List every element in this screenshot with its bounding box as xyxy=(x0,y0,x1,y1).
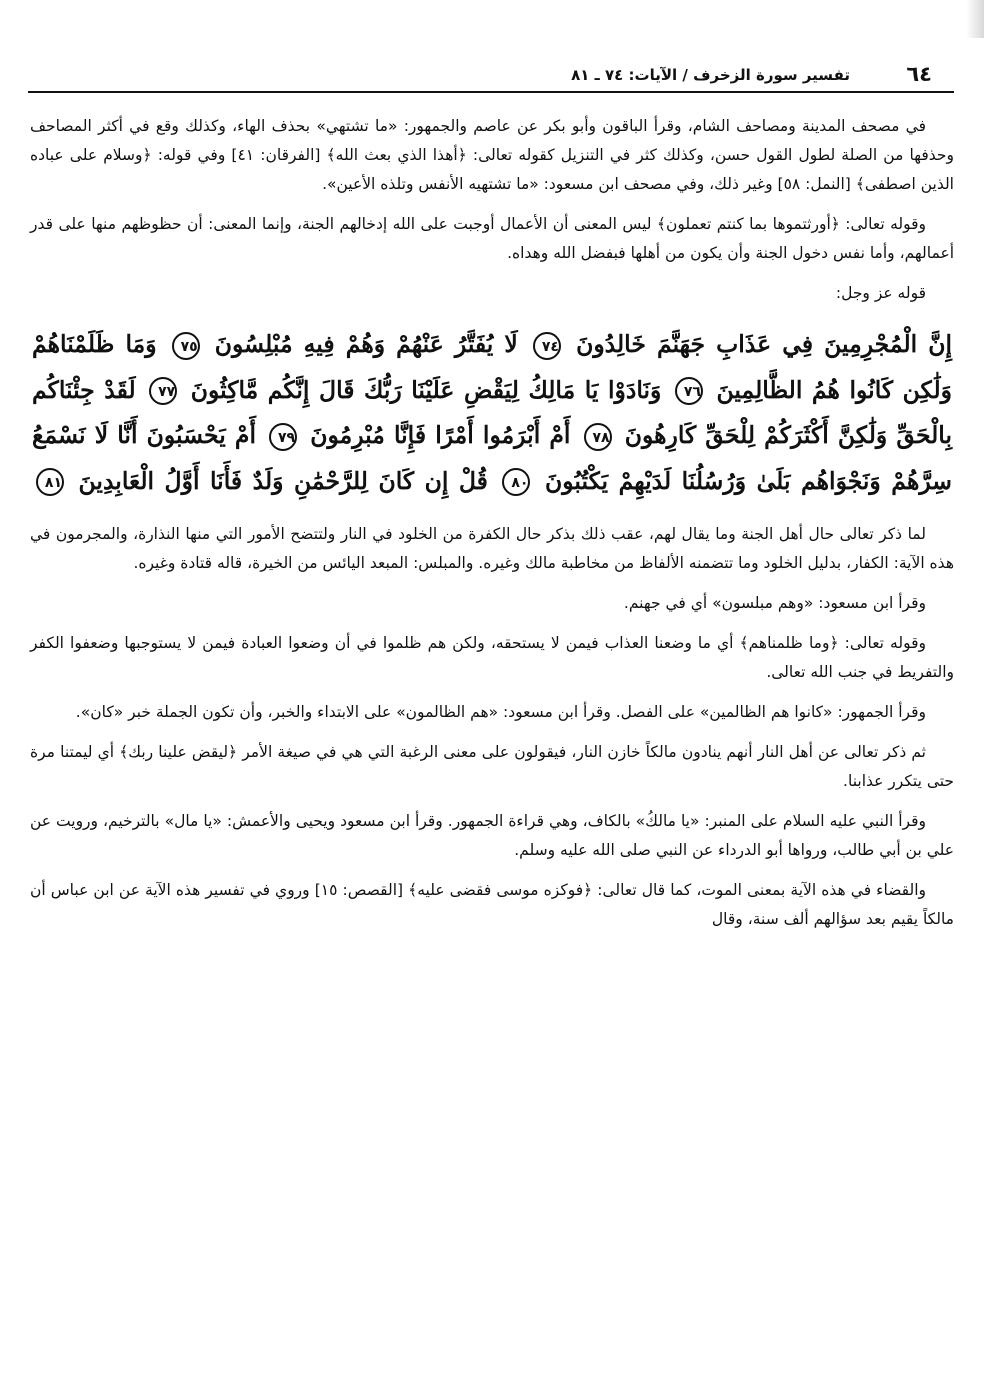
ayah-number-marker: ٧٨ xyxy=(584,423,612,451)
ayah-number-marker: ٧٥ xyxy=(172,332,200,360)
quran-text: لَا يُفَتَّرُ عَنْهُمْ وَهُمْ فِيهِ مُبْلِسُونَ xyxy=(214,330,518,358)
paragraph: وقرأ ابن مسعود: «وهم مبلسون» أي في جهنم. xyxy=(623,594,926,612)
ayah-number-marker: ٨٠ xyxy=(502,468,530,496)
quran-text: قُلْ إِن كَانَ لِلرَّحْمَٰنِ وَلَدٌ فَأَنَا أَوَّلُ الْعَابِدِينَ xyxy=(78,466,488,495)
paragraph: وقوله تعالى: ﴿وما ظلمناهم﴾ أي ما وضعنا العذاب فيمن لا يستحقه، ولكن هم ظلموا في أن وضعوا العبادة فيمن لا يستوجبها وضعفوا الكفر والتفريط في جنب الله تعالى. xyxy=(30,634,954,681)
page-number: ٦٤ xyxy=(906,62,932,86)
paragraph: ثم ذكر تعالى عن أهل النار أنهم ينادون مالكاً خازن النار، فيقولون على معنى الرغبة التي هي في صيغة الأمر ﴿ليقض علينا ربك﴾ أي ليمتنا مرة حتى يتكرر عذابنا. xyxy=(30,743,954,790)
quran-text: أَمْ يَحْسَبُونَ أَنَّا لَا نَسْمَعُ سِرَّهُمْ وَنَجْوَاهُم بَلَىٰ وَرُسُلُنَا لَدَيْهِمْ يَكْتُبُونَ xyxy=(32,421,952,495)
ayah-number-marker: ٧٧ xyxy=(149,377,177,405)
quran-text: لَقَدْ جِئْنَاكُم بِالْحَقِّ وَلَٰكِنَّ أَكْثَرَكُمْ لِلْحَقِّ كَارِهُونَ xyxy=(32,375,952,449)
quran-text: وَنَادَوْا يَا مَالِكُ لِيَقْضِ عَلَيْنَا رَبُّكَ قَالَ إِنَّكُم مَّاكِثُونَ xyxy=(190,375,662,404)
ayah-number-marker: ٧٦ xyxy=(675,377,703,405)
quran-text: وَمَا ظَلَمْنَاهُمْ وَلَٰكِن كَانُوا هُمُ الظَّالِمِينَ xyxy=(32,330,952,404)
page-body xyxy=(30,112,954,945)
ayah-number-marker: ٨١ xyxy=(36,468,64,496)
paragraph: في مصحف المدينة ومصاحف الشام، وقرأ الباقون وأبو بكر عن عاصم والجمهور: «ما تشتهي» بحذف الهاء، وكذلك وقع في أكثر المصاحف وحذفها من الصلة لطول القول حسن، وكذلك كثر في التنزيل كقوله تعالى: ﴿أهذا الذي بعث الله﴾ [الفرقان: ٤١] وفي قوله: ﴿وسلام على عباده الذين اصطفى﴾ [النمل: ٥٨] وغير ذلك، وفي مصحف ابن مسعود: «ما تشتهيه الأنفس وتلذه الأعين». xyxy=(30,117,954,193)
quran-verses-block xyxy=(30,322,954,504)
running-header xyxy=(28,56,954,96)
scan-edge-shadow xyxy=(966,0,984,38)
paragraph: وقرأ الجمهور: «كانوا هم الظالمين» على الفصل. وقرأ ابن مسعود: «هم الظالمون» على الابتداء والخبر، وأن تكون الجملة خبر «كان». xyxy=(75,703,926,721)
ayah-number-marker: ٧٤ xyxy=(533,332,561,360)
header-rule xyxy=(28,91,954,93)
quran-text: إِنَّ الْمُجْرِمِينَ فِي عَذَابِ جَهَنَّمَ خَالِدُونَ xyxy=(576,330,953,358)
running-title: تفسير سورة الزخرف / الآيات: ٧٤ ـ ٨١ xyxy=(571,66,850,84)
paragraph: والقضاء في هذه الآية بمعنى الموت، كما قال تعالى: ﴿فوكزه موسى فقضى عليه﴾ [القصص: ١٥] وروي في تفسير هذه الآية عن ابن عباس أن مالكاً يقيم بعد سؤالهم ألف سنة، وقال xyxy=(30,881,954,928)
paragraph: وقوله تعالى: ﴿أورثتموها بما كنتم تعملون﴾ ليس المعنى أن الأعمال أوجبت على الله إدخالهم الجنة، وإنما المعنى: أن حظوظهم منها على قدر أعمالهم، وأما نفس دخول الجنة وأن يكون من أهلها فبفضل الله وهداه. xyxy=(30,215,954,262)
paragraph: لما ذكر تعالى حال أهل الجنة وما يقال لهم، عقب ذلك بذكر حال الكفرة من الخلود في النار ولتتضح الأمور التي منها النذارة، والمجرمون في هذه الآية: الكفار، بدليل الخلود وما تتضمنه الألفاظ من مخاطبة مالك وغيره. والمبلس: المبعد اليائس من الخيرة، قاله قتادة وغيره. xyxy=(30,525,954,572)
ayah-number-marker: ٧٩ xyxy=(269,423,297,451)
quran-text: أَمْ أَبْرَمُوا أَمْرًا فَإِنَّا مُبْرِمُونَ xyxy=(310,421,571,449)
paragraph: قوله عز وجل: xyxy=(835,284,926,302)
paragraph: وقرأ النبي عليه السلام على المنبر: «يا مالكُ» بالكاف، وهي قراءة الجمهور. وقرأ ابن مسعود ويحيى والأعمش: «يا مال» بالترخيم، ورويت عن علي بن أبي طالب، ورواها أبو الدرداء عن النبي صلى الله عليه وسلم. xyxy=(30,812,954,859)
